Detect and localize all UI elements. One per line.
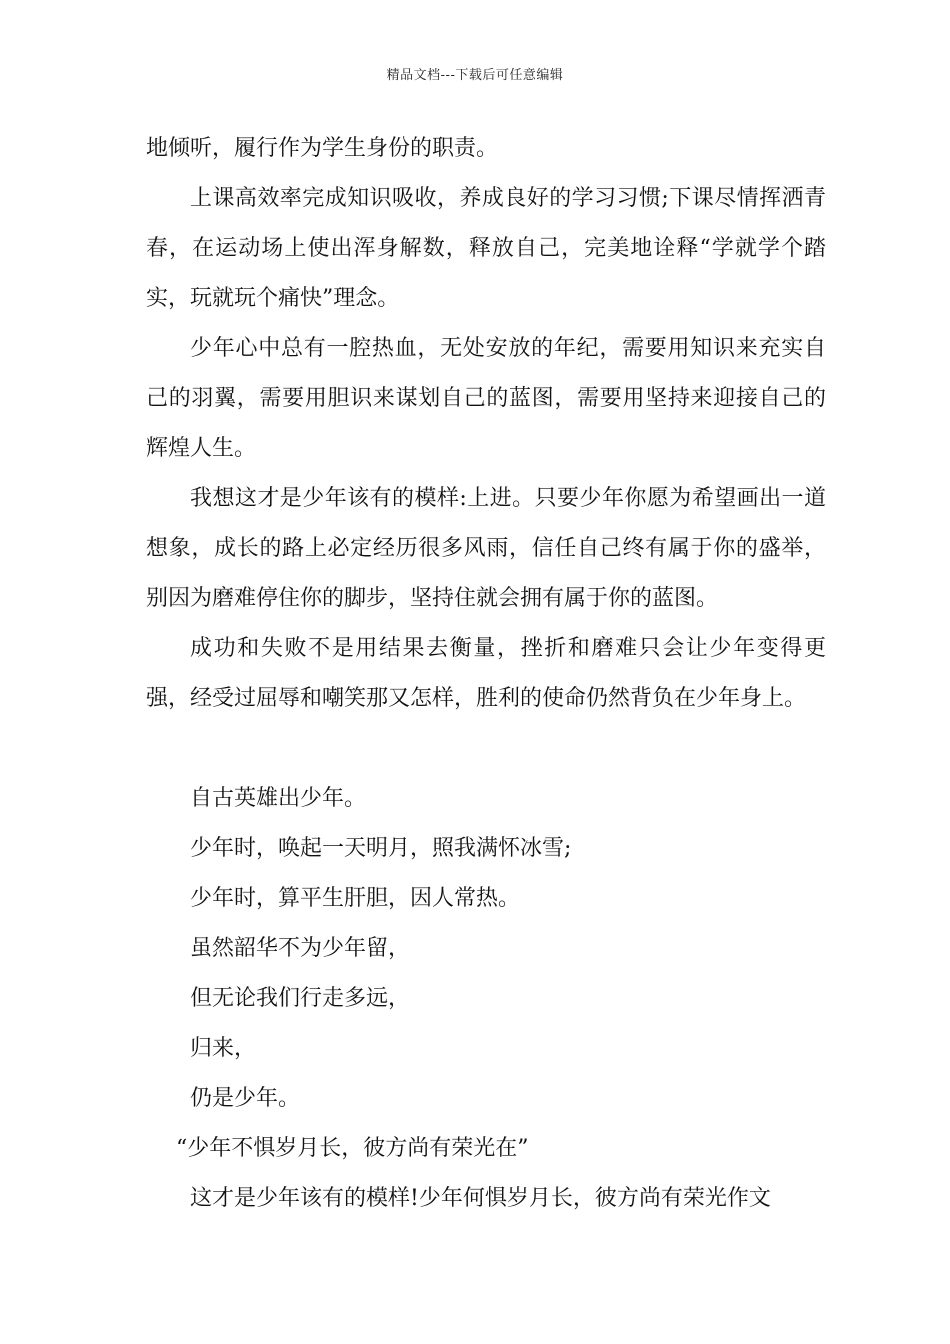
poem-quote-line: “少年不惧岁月长，彼方尚有荣光在”	[176, 1136, 529, 1161]
poem-line: 归来，	[190, 1036, 257, 1061]
paragraph: 上课高效率完成知识吸收，养成良好的学习习惯;下课尽情挥洒青春，在运动场上使出浑身解数，释放自己，完美地诠释“学就学个踏实，玩就玩个痛快”理念。	[146, 186, 826, 311]
paragraph-gap	[146, 724, 826, 774]
paragraph: 成功和失败不是用结果去衡量，挫折和磨难只会让少年变得更强，经受过屈辱和嘲笑那又怎样，胜利的使命仍然背负在少年身上。	[146, 636, 826, 711]
poem-line: 自古英雄出少年。	[190, 786, 367, 811]
paragraph: 少年心中总有一腔热血，无处安放的年纪，需要用知识来充实自己的羽翼，需要用胆识来谋划自己的蓝图，需要用坚持来迎接自己的辉煌人生。	[146, 336, 826, 461]
poem-line: 仍是少年。	[190, 1086, 301, 1111]
page-header: 精品文档---下载后可任意编辑	[386, 68, 564, 83]
paragraph: 我想这才是少年该有的模样:上进。只要少年你愿为希望画出一道想象，成长的路上必定经历很多风雨，信任自己终有属于你的盛举，别因为磨难停住你的脚步，坚持住就会拥有属于你的蓝图。	[146, 486, 826, 611]
closing-line: 这才是少年该有的模样!少年何惧岁月长，彼方尚有荣光作文	[190, 1186, 771, 1211]
poem-line: 少年时，唤起一天明月，照我满怀冰雪;	[190, 836, 572, 861]
poem-line: 虽然韶华不为少年留，	[190, 936, 411, 961]
poem-line: 少年时，算平生肝胆，因人常热。	[190, 886, 521, 911]
poem-line: 但无论我们行走多远，	[190, 986, 411, 1011]
document-body	[146, 124, 826, 1224]
paragraph: 地倾听，履行作为学生身份的职责。	[146, 136, 499, 161]
